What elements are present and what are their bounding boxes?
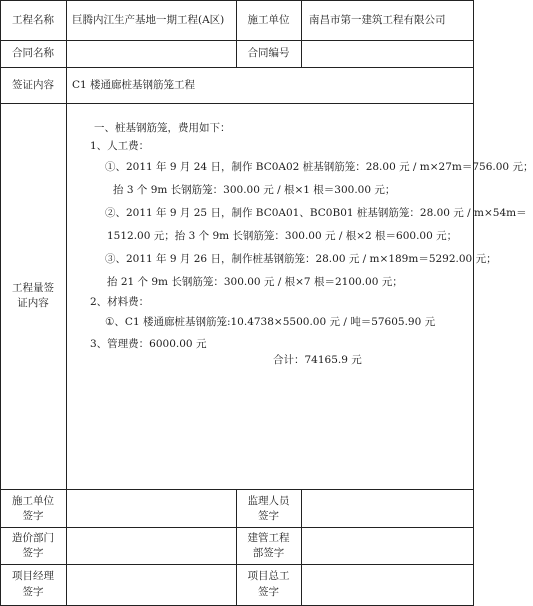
chief-engineer-sign-label-line2: 签字 — [258, 586, 279, 598]
visa-content-label: 签证内容 — [12, 79, 54, 91]
cost-dept-sign-label-line2: 签字 — [22, 547, 44, 559]
labor-item-2: ②、2011 年 9 月 25 日，制作 BC0A01、BC0B01 桩基钢筋笼：28.00 元 / m×54m＝ — [105, 207, 527, 219]
supervisor-sign-label-line1: 监理人员 — [247, 495, 290, 507]
contract-no-field — [302, 41, 473, 67]
construction-mgmt-sign-label-line2: 部签字 — [252, 547, 285, 559]
pm-sign-label-line2: 签字 — [22, 586, 44, 598]
pm-sign-label-line1: 项目经理 — [12, 570, 54, 582]
material-item-1: ①、C1 楼通廊桩基钢筋笼:10.4738×5500.00 元 / 吨＝57605.90 元 — [105, 316, 436, 328]
contractor-sign-label-line2: 签字 — [22, 510, 44, 522]
content-heading: 一、桩基钢筋笼，费用如下： — [94, 122, 231, 134]
project-name-label: 工程名称 — [12, 14, 54, 26]
chief-engineer-sign-label-line1: 项目总工 — [247, 570, 290, 582]
labor-item-1-cont: 抬 3 个 9m 长钢筋笼：300.00 元 / 根×1 根＝300.00 元； — [113, 184, 396, 196]
construction-mgmt-sign-label-line1: 建管工程 — [247, 532, 290, 544]
cost-dept-sign-label-line1: 造价部门 — [12, 532, 54, 544]
labor-cost-heading: 1、人工费： — [90, 140, 150, 152]
total-amount: 合计：74165.9 元 — [273, 354, 362, 366]
material-cost-heading: 2、材料费： — [90, 296, 150, 308]
quantity-visa-label-line2: 证内容 — [17, 297, 49, 309]
rule — [0, 103, 474, 104]
contract-no-label: 合同编号 — [247, 47, 290, 59]
rule — [473, 0, 474, 606]
supervisor-signature-field[interactable] — [302, 490, 473, 527]
contractor-value: 南昌市第一建筑工程有限公司 — [309, 14, 446, 26]
pm-signature-field[interactable] — [67, 565, 236, 605]
rule — [0, 67, 474, 68]
contractor-sign-label-line1: 施工单位 — [12, 495, 54, 507]
labor-item-1: ①、2011 年 9 月 24 日，制作 BC0A02 桩基钢筋笼：28.00 元 / m×27m＝756.00 元； — [105, 161, 533, 173]
cost-dept-signature-field[interactable] — [67, 528, 236, 564]
labor-item-3-cont: 抬 21 个 9m 长钢筋笼：300.00 元 / 根×7 根＝2100.00 元； — [107, 276, 403, 288]
management-cost: 3、管理费：6000.00 元 — [90, 338, 207, 350]
construction-mgmt-signature-field[interactable] — [302, 528, 473, 564]
rule — [0, 0, 474, 1]
labor-item-3: ③、2011 年 9 月 26 日，制作桩基钢筋笼：28.00 元 / m×189m＝5292.00 元； — [105, 253, 497, 265]
chief-engineer-signature-field[interactable] — [302, 565, 473, 605]
contractor-signature-field[interactable] — [67, 490, 236, 527]
labor-item-2-cont: 1512.00 元；抬 3 个 9m 长钢筋笼：300.00 元 / 根×2 根＝600.00 元； — [107, 230, 458, 242]
contract-name-field — [67, 41, 236, 67]
quantity-visa-label-line1: 工程量签 — [12, 282, 54, 294]
contract-name-label: 合同名称 — [12, 47, 54, 59]
supervisor-sign-label-line2: 签字 — [258, 510, 279, 522]
project-name-value: 巨腾内江生产基地一期工程(A区) — [72, 14, 225, 26]
contractor-label: 施工单位 — [247, 14, 290, 26]
visa-content-value: C1 楼通廊桩基钢筋笼工程 — [72, 79, 196, 91]
